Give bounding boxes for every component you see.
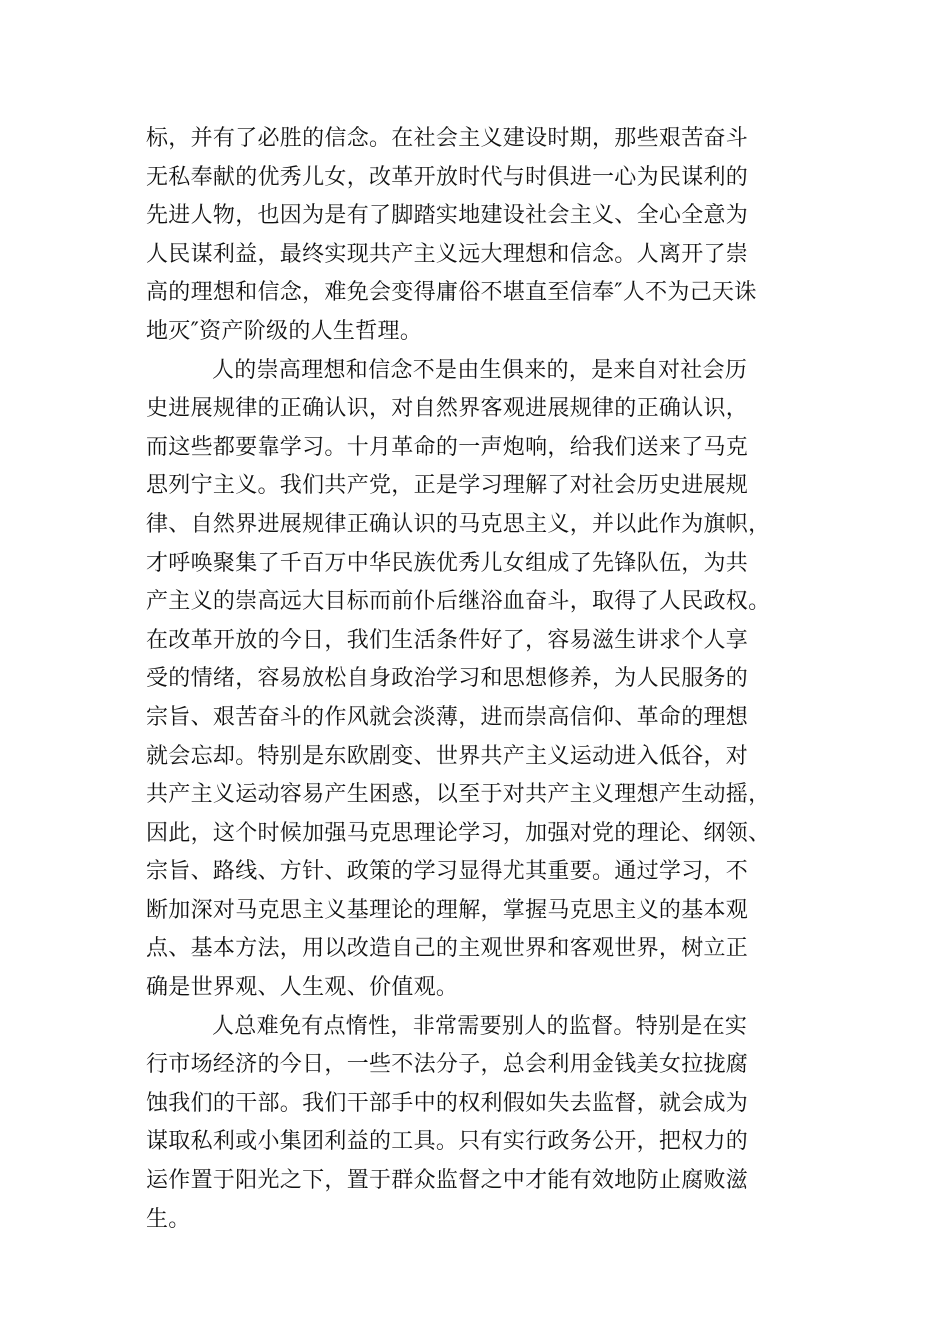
- text-line: 才呼唤聚集了千百万中华民族优秀儿女组成了先锋队伍，为共: [146, 550, 749, 576]
- text-line: 谋取私利或小集团利益的工具。只有实行政务公开，把权力的: [146, 1129, 749, 1155]
- text-line: 运作置于阳光之下，置于群众监督之中才能有效地防止腐败滋: [146, 1168, 749, 1194]
- paragraph-1: [146, 120, 806, 352]
- text-line: 人总难免有点惰性，非常需要别人的监督。特别是在实: [212, 1013, 748, 1039]
- text-line: 确是世界观、人生观、价值观。: [146, 975, 459, 1001]
- text-line: 高的理想和信念，难免会变得庸俗不堪直至信奉″人不为己天诛: [146, 280, 757, 306]
- text-line: 蚀我们的干部。我们干部手中的权利假如失去监督，就会成为: [146, 1090, 749, 1116]
- text-line: 受的情绪，容易放松自身政治学习和思想修养，为人民服务的: [146, 666, 749, 692]
- text-line: 思列宁主义。我们共产党，正是学习理解了对社会历史进展规: [146, 473, 749, 499]
- text-line: 宗旨、路线、方针、政策的学习显得尤其重要。通过学习，不: [146, 859, 749, 885]
- text-line: 产主义的崇高远大目标而前仆后继浴血奋斗，取得了人民政权。: [146, 589, 771, 615]
- text-line: 共产主义运动容易产生困惑，以至于对共产主义理想产生动摇，: [146, 782, 771, 808]
- text-line: 律、自然界进展规律正确认识的马克思主义，并以此作为旗帜，: [146, 511, 771, 537]
- text-line: 地灭″资产阶级的人生哲理。: [146, 318, 423, 344]
- text-line: 就会忘却。特别是东欧剧变、世界共产主义运动进入低谷，对: [146, 743, 749, 769]
- text-line: 在改革开放的今日，我们生活条件好了，容易滋生讲求个人享: [146, 627, 749, 653]
- text-line: 先进人物，也因为是有了脚踏实地建设社会主义、全心全意为: [146, 203, 749, 229]
- text-line: 行市场经济的今日，一些不法分子，总会利用金钱美女拉拢腐: [146, 1052, 749, 1078]
- text-line: 标，并有了必胜的信念。在社会主义建设时期，那些艰苦奋斗: [146, 126, 749, 151]
- paragraph-3: [146, 1008, 806, 1240]
- text-line: 点、基本方法，用以改造自己的主观世界和客观世界，树立正: [146, 936, 749, 962]
- text-line: 人民谋利益，最终实现共产主义远大理想和信念。人离开了崇: [146, 241, 749, 267]
- body-text: [146, 120, 806, 1239]
- text-line: 断加深对马克思主义基理论的理解，掌握马克思主义的基本观: [146, 897, 749, 923]
- text-line: 生。: [146, 1206, 191, 1232]
- text-line: 宗旨、艰苦奋斗的作风就会淡薄，进而崇高信仰、革命的理想: [146, 704, 749, 730]
- text-line: 史进展规律的正确认识，对自然界客观进展规律的正确认识，: [146, 396, 749, 422]
- text-line: 因此，这个时候加强马克思理论学习，加强对党的理论、纲领、: [146, 820, 771, 846]
- paragraph-2: [146, 352, 806, 1008]
- text-line: 人的崇高理想和信念不是由生俱来的，是来自对社会历: [212, 357, 748, 383]
- text-line: 无私奉献的优秀儿女，改革开放时代与时俱进一心为民谋利的: [146, 164, 749, 190]
- text-line: 而这些都要靠学习。十月革命的一声炮响，给我们送来了马克: [146, 434, 749, 460]
